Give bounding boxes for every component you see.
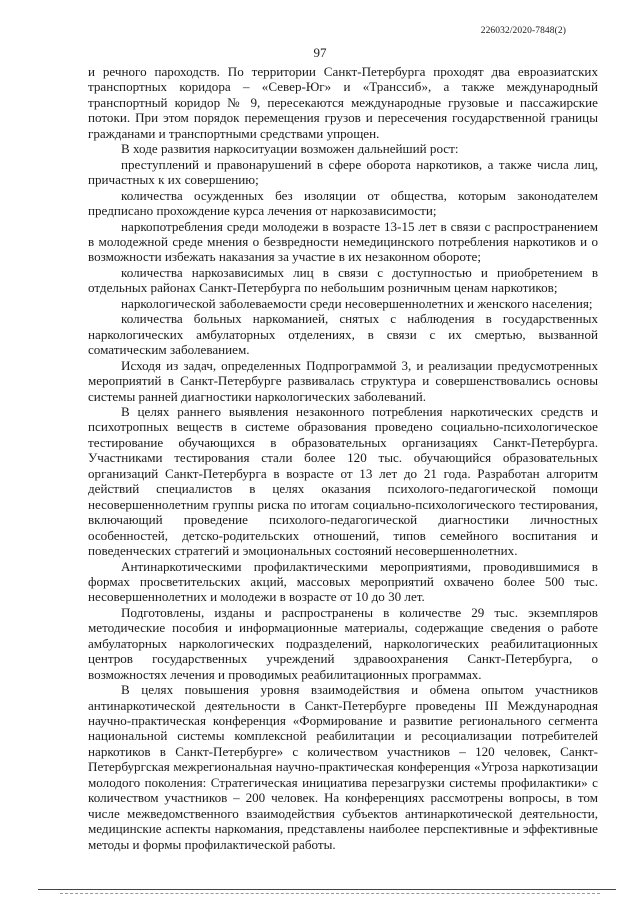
paragraph: Подготовлены, изданы и распространены в количестве 29 тыс. экземпляров методические пособия и информационные материалы, содержащие сведения о работе амбулаторных наркологических подразделений, наркологических реабилитационных центров государственных учреждений здравоохранения Санкт-Петербурга, о возможностях лечения и проводимых реабилитационных программах. — [88, 604, 598, 682]
list-item: количества осужденных без изоляции от общества, которым законодателем предписано прохождение курса лечения от наркозависимости; — [88, 187, 598, 219]
document-id: 226032/2020-7848(2) — [480, 26, 566, 36]
list-item: наркологической заболеваемости среди несовершеннолетних и женского населения; — [121, 295, 593, 311]
page-number: 97 — [313, 45, 327, 60]
paragraph: Антинаркотическими профилактическими мероприятиями, проводившимися в формах просветительских акций, массовых мероприятий охвачено более 500 тыс. несовершеннолетних и молодежи в возрасте от 10 до 30 лет. — [88, 558, 598, 605]
paragraph: и речного пароходств. По территории Санкт-Петербурга проходят два евроазиатских транспортных коридора – «Север-Юг» и «Транссиб», а также международный транспортный коридор № 9, пересекаются международные грузовые и пассажирские потоки. При этом порядок перемещения грузов и пересечения государственной границы гражданами и транспортными средствами упрощен. — [88, 64, 598, 141]
list-item: наркопотребления среди молодежи в возрасте 13-15 лет в связи с распространением в молодежной среде мнения о безвредности немедицинского потребления наркотиков и о возможности избежать наказания за участие в их незаконном обороте; — [88, 218, 598, 265]
scan-edge-line — [38, 889, 616, 890]
paragraph: В ходе развития наркоситуации возможен дальнейший рост: — [121, 141, 459, 157]
paragraph: В целях повышения уровня взаимодействия и обмена опытом участников антинаркотической деятельности в Санкт-Петербурге проведены III Международная научно-практическая конференция «Формирование и развитие регионального сегмента национальной системы комплексной реабилитации и ресоциализации потребителей наркотиков в Санкт-Петербурге» с количеством участников – 120 человек, Санкт-Петербургская межрегиональная научно-практическая конференция «Угроза наркотизации молодого поколения: Стратегическая инициатива перезагрузки системы профилактики» с количеством участников – 200 человек. На конференциях рассмотрены вопросы, в том числе межведомственного взаимодействия субъектов антинаркотической деятельности, медицинские аспекты наркомания, представлены наиболее перспективные и эффективные методы и формы профилактической работы. — [88, 682, 598, 852]
list-item: количества больных наркоманией, снятых с наблюдения в государственных наркологических амбулаторных отделениях, в связи с их смертью, вызванной соматическим заболеванием. — [88, 311, 598, 358]
paragraph: В целях раннего выявления незаконного потребления наркотических средств и психотропных веществ в системе образования проведено социально-психологическое тестирование обучающихся в образовательных организациях Санкт-Петербурга. Участниками тестирования стали более 120 тыс. обучающийся образовательных организаций Санкт-Петербурга в возрасте от 13 лет до 21 года. Разработан алгоритм действий специалистов в целях оказания психолого-педагогической помощи несовершеннолетним группы риска по итогам социально-психологического тестирования, включающий проведение психолого-педагогической диагностики личностных особенностей, детско-родительских отношений, типов семейного воспитания и поведенческих стратегий и эмоциональных состояний несовершеннолетних. — [88, 403, 598, 559]
document-body — [88, 64, 598, 852]
scan-edge-line — [60, 893, 600, 894]
list-item: количества наркозависимых лиц в связи с доступностью и приобретением в отдельных районах Санкт-Петербурга по небольшим розничным ценам наркотиков; — [88, 264, 598, 296]
list-item: преступлений и правонарушений в сфере оборота наркотиков, а также числа лиц, причастных к их совершению; — [88, 156, 598, 188]
paragraph: Исходя из задач, определенных Подпрограммой 3, и реализации предусмотренных мероприятий в Санкт-Петербурге развивалась структура и совершенствовались основы системы ранней диагностики наркологических заболеваний. — [88, 357, 598, 404]
